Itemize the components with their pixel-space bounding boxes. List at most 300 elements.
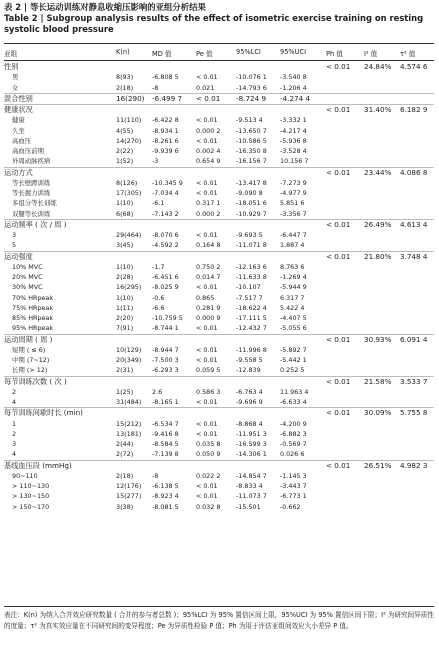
table-body [4, 62, 434, 512]
cell-lci: -9.696 9 [236, 398, 263, 406]
cell-uci: -6.633 4 [280, 398, 307, 406]
cell-pe: < 0.01 [196, 136, 218, 145]
cell-subgroup: 每节训练间歇时长 (min) [4, 408, 83, 418]
table-row [4, 126, 434, 136]
cell-ph: < 0.01 [326, 376, 351, 386]
header-uci: 95%UCI [280, 48, 307, 56]
cell-md: -8.025 9 [152, 283, 179, 292]
cell-pe: < 0.01 [196, 116, 218, 125]
cell-pe: 0.002 4 [196, 147, 221, 155]
header-lci: 95%LCI [236, 48, 261, 56]
cell-pe: 0.654 9 [196, 157, 221, 166]
table-row [4, 313, 434, 323]
header-t2: τ² 值 [400, 50, 416, 58]
cell-md: -8.744 1 [152, 324, 179, 333]
cell-uci: -1.269 4 [280, 273, 307, 281]
cell-i2: 30.09% [364, 408, 392, 418]
cell-k: 1(10) [116, 199, 134, 208]
cell-subgroup: 双腿等长训练 [12, 209, 51, 218]
cell-pe: < 0.01 [196, 178, 218, 187]
cell-t2: 3.748 4 [400, 251, 428, 261]
table-row [4, 282, 434, 292]
cell-subgroup: 5 [12, 241, 17, 250]
category-row [4, 252, 434, 262]
cell-uci: -4.274 4 [280, 93, 311, 103]
cell-k: 16(290) [116, 93, 145, 103]
cell-i2: 21.80% [364, 251, 392, 261]
cell-uci: -4.217 4 [280, 126, 307, 135]
cell-k: 3(45) [116, 241, 134, 250]
cell-subgroup: 90~110 [12, 471, 38, 480]
cell-uci: -5.892 7 [280, 345, 307, 354]
cell-lci: -18.622 4 [236, 303, 267, 312]
cell-uci: -3.540 8 [280, 73, 307, 82]
header-subgroup: 亚组 [4, 50, 18, 58]
cell-i2: 31.40% [364, 105, 392, 114]
cell-pe: < 0.01 [196, 419, 218, 428]
cell-k: 16(295) [116, 283, 142, 292]
cell-uci: -4.977 9 [280, 189, 307, 197]
table-row [4, 481, 434, 491]
cell-pe: 0.865 [196, 293, 215, 302]
cell-lci: -8.724 9 [236, 93, 267, 103]
cell-ph: < 0.01 [326, 408, 351, 418]
cell-k: 6(68) [116, 209, 134, 218]
cell-pe: 0.022 2 [196, 471, 221, 480]
cell-uci: -5.055 6 [280, 324, 307, 333]
cell-subgroup: 4 [12, 450, 17, 459]
cell-lci: -11.633 8 [236, 273, 267, 281]
cell-pe: < 0.01 [196, 73, 218, 82]
cell-pe: 0.317 1 [196, 199, 221, 208]
cell-pe: < 0.01 [196, 492, 218, 501]
cell-pe: < 0.01 [196, 398, 218, 406]
cell-subgroup: 20% MVC [12, 273, 43, 281]
cell-pe: 0.000 2 [196, 126, 221, 135]
cell-t2: 6.091 4 [400, 334, 428, 344]
cell-k: 7(91) [116, 324, 134, 333]
cell-subgroup: 久坐 [12, 126, 25, 135]
cell-pe: 0.050 9 [196, 450, 221, 459]
cell-k: 2(28) [116, 273, 134, 281]
cell-k: 3(38) [116, 502, 134, 511]
cell-subgroup: 混合性别 [4, 93, 33, 103]
cell-k: 31(484) [116, 398, 142, 406]
cell-k: 12(176) [116, 482, 142, 490]
cell-lci: -15.501 [236, 502, 261, 511]
table-row [4, 240, 434, 251]
cell-md: -6.138 5 [152, 482, 179, 490]
header-rule [4, 60, 434, 61]
cell-pe: 0.021 [196, 83, 215, 92]
category-row [4, 94, 434, 105]
cell-subgroup: 健康 [12, 116, 25, 125]
cell-k: 13(181) [116, 429, 142, 438]
cell-subgroup: 3 [12, 440, 17, 448]
cell-k: 20(349) [116, 356, 142, 364]
cell-t2: 3.533 7 [400, 376, 428, 386]
table-row [4, 397, 434, 408]
cell-subgroup: 30% MVC [12, 283, 43, 292]
table-row [4, 502, 434, 512]
cell-k: 2(18) [116, 83, 134, 92]
cell-i2: 24.84% [364, 62, 392, 71]
category-row [4, 408, 434, 418]
cell-k: 2(22) [116, 147, 134, 155]
cell-uci: 5.851 6 [280, 199, 305, 208]
table-row [4, 293, 434, 303]
cell-subgroup: 高血压 [12, 136, 32, 145]
table-row [4, 230, 434, 240]
cell-pe: 0.035 8 [196, 440, 221, 448]
cell-subgroup: 运动方式 [4, 167, 33, 177]
cell-md: -0.6 [152, 293, 165, 302]
cell-lci: -9.513 4 [236, 116, 263, 125]
cell-i2: 26.51% [364, 460, 392, 470]
cell-pe: 0.000 9 [196, 314, 221, 322]
cell-k: 1(25) [116, 387, 134, 396]
cell-uci: -3.356 7 [280, 209, 307, 218]
cell-md: 2.6 [152, 387, 163, 396]
cell-pe: < 0.01 [196, 283, 218, 292]
cell-md: -3 [152, 157, 159, 166]
cell-md: -6.422 8 [152, 116, 179, 125]
table-row [4, 449, 434, 460]
cell-md: -6.451 6 [152, 273, 179, 281]
cell-ph: < 0.01 [326, 62, 351, 71]
category-row [4, 335, 434, 345]
cell-t2: 4.574 6 [400, 62, 428, 71]
table-row [4, 178, 434, 188]
cell-subgroup: > 150~170 [12, 502, 50, 511]
cell-md: -7.139 8 [152, 450, 179, 459]
cell-lci: -18.051 6 [236, 199, 267, 208]
cell-lci: -13.650 7 [236, 126, 267, 135]
cell-lci: -12.163 6 [236, 262, 267, 271]
cell-md: -9.416 8 [152, 429, 179, 438]
cell-lci: -11.996 8 [236, 345, 267, 354]
cell-pe: 0.059 5 [196, 366, 221, 375]
cell-uci: -1.145 3 [280, 471, 307, 480]
cell-subgroup: 每节训练次数 ( 次 ) [4, 376, 67, 386]
cell-pe: < 0.01 [196, 429, 218, 438]
cell-subgroup: 等长壁蹲训练 [12, 178, 51, 187]
cell-k: 15(277) [116, 492, 142, 501]
cell-k: 2(20) [116, 314, 134, 322]
cell-md: -7.034 4 [152, 189, 179, 197]
table-row [4, 262, 434, 272]
cell-md: -1.7 [152, 262, 165, 271]
table-row [4, 136, 434, 146]
cell-md: -6.1 [152, 199, 165, 208]
cell-lci: -9.693 5 [236, 231, 263, 239]
cell-lci: -11.073 7 [236, 492, 267, 501]
cell-lci: -6.763 4 [236, 387, 263, 396]
cell-pe: 0.586 3 [196, 387, 221, 396]
header-md: MD 值 [152, 50, 172, 58]
cell-md: -8.165 1 [152, 398, 179, 406]
cell-k: 2(31) [116, 366, 134, 375]
cell-lci: -10.107 [236, 283, 261, 292]
cell-lci: -8.833 4 [236, 482, 263, 490]
cell-md: -8 [152, 83, 159, 92]
cell-lci: -14.793 6 [236, 83, 267, 92]
cell-k: 4(55) [116, 126, 134, 135]
cell-lci: -16.156 7 [236, 157, 267, 166]
cell-pe: 0.750 2 [196, 262, 221, 271]
cell-md: -6.6 [152, 303, 165, 312]
cell-lci: -12.839 [236, 366, 261, 375]
table-row [4, 419, 434, 429]
header-pe: Pe 值 [196, 50, 213, 58]
cell-k: 2(72) [116, 450, 134, 459]
cell-ph: < 0.01 [326, 167, 351, 177]
cell-md: -9.939 6 [152, 147, 179, 155]
cell-k: 1(11) [116, 303, 134, 312]
cell-t2: 6.182 9 [400, 105, 428, 114]
table-row [4, 156, 434, 167]
cell-subgroup: 多组分等长训练 [12, 199, 57, 208]
table-row [4, 272, 434, 282]
table-row [4, 355, 434, 365]
category-row [4, 168, 434, 178]
cell-t2: 4.086 8 [400, 167, 428, 177]
cell-lci: -11.951 3 [236, 429, 267, 438]
cell-md: -7.143 2 [152, 209, 179, 218]
cell-subgroup: 健康状况 [4, 105, 33, 114]
cell-uci: -5.442 1 [280, 356, 307, 364]
cell-uci: -5.944 9 [280, 283, 307, 292]
cell-ph: < 0.01 [326, 251, 351, 261]
cell-pe: < 0.01 [196, 482, 218, 490]
cell-lci: -16.350 8 [236, 147, 267, 155]
cell-lci: -10.076 1 [236, 73, 267, 82]
category-row [4, 220, 434, 230]
cell-uci: -4.407 5 [280, 314, 307, 322]
table-row [4, 429, 434, 439]
cell-md: -8.923 4 [152, 492, 179, 501]
cell-subgroup: 女 [12, 83, 19, 92]
cell-subgroup: 10% MVC [12, 262, 43, 271]
table-note: 表注：K(n) 为纳入合并效应研究数量 ( 合并的参与者总数 )；95%LCI 为 95% 置信区间上限，95%UCI 为 95% 置信区间下限；I² 为研究间异质性的度量；τ² 为真实效应量在不同研究间的变异程度；Pe 为异质性检验 P 值；Ph 为用于评估亚组间效应大小差异 P 值。 [4, 611, 434, 630]
table-row [4, 83, 434, 94]
cell-t2: 5.755 8 [400, 408, 428, 418]
cell-i2: 21.58% [364, 376, 392, 386]
cell-pe: < 0.01 [196, 345, 218, 354]
cell-k: 15(212) [116, 419, 142, 428]
cell-lci: -7.517 7 [236, 293, 263, 302]
cell-md: -8.261 6 [152, 136, 179, 145]
cell-md: -8.944 7 [152, 345, 179, 354]
cell-k: 1(10) [116, 293, 134, 302]
cell-uci: 11.963 4 [280, 387, 309, 396]
cell-subgroup: 外周动脉疾病 [12, 157, 51, 166]
header-i2: I² 值 [364, 50, 378, 58]
cell-lci: -10.929 7 [236, 209, 267, 218]
cell-uci: 0.026 6 [280, 450, 305, 459]
cell-i2: 30.93% [364, 334, 392, 344]
cell-lci: -11.071 8 [236, 241, 267, 250]
cell-subgroup: 4 [12, 398, 17, 406]
table-row [4, 188, 434, 198]
table-row [4, 146, 434, 156]
cell-subgroup: 2 [12, 387, 17, 396]
cell-subgroup: 性别 [4, 62, 19, 71]
cell-md: -8.584 5 [152, 440, 179, 448]
cell-uci: -6.773 1 [280, 492, 307, 501]
cell-lci: -14.854 7 [236, 471, 267, 480]
category-row [4, 377, 434, 387]
cell-subgroup: 基线血压段 (mmHg) [4, 460, 72, 470]
category-row [4, 105, 434, 115]
cell-md: -4.592 2 [152, 241, 179, 250]
cell-uci: -3.528 4 [280, 147, 307, 155]
cell-md: -6.499 7 [152, 93, 183, 103]
cell-uci: -3.332 1 [280, 116, 307, 125]
category-row [4, 62, 434, 72]
cell-subgroup: 运动周期 ( 周 ) [4, 334, 53, 344]
table-row [4, 198, 434, 208]
cell-k: 14(270) [116, 136, 142, 145]
table-row [4, 72, 434, 82]
cell-uci: 10.156 7 [280, 157, 309, 166]
cell-pe: < 0.01 [196, 231, 218, 239]
cell-pe: 0.281 9 [196, 303, 221, 312]
cell-md: -10.759 5 [152, 314, 183, 322]
cell-k: 11(110) [116, 116, 142, 125]
cell-lci: -17.111 5 [236, 314, 267, 322]
cell-lci: -8.868 4 [236, 419, 263, 428]
cell-md: -8.070 6 [152, 231, 179, 239]
cell-md: -6.534 7 [152, 419, 179, 428]
cell-pe: < 0.01 [196, 356, 218, 364]
cell-subgroup: 70% HRpeak [12, 293, 54, 302]
table-row [4, 439, 434, 449]
cell-lci: -9.090 8 [236, 189, 263, 197]
cell-pe: < 0.01 [196, 189, 218, 197]
table-row [4, 209, 434, 220]
cell-uci: -6.882 3 [280, 429, 307, 438]
cell-md: -8.081 5 [152, 502, 179, 511]
table-row [4, 323, 434, 334]
cell-subgroup: 75% HRpeak [12, 303, 54, 312]
cell-md: -6.293 3 [152, 366, 179, 375]
cell-subgroup: 1 [12, 419, 17, 428]
cell-subgroup: 95% HRpeak [12, 324, 54, 333]
cell-lci: -9.558 5 [236, 356, 263, 364]
cell-subgroup: 85% HRpeak [12, 314, 54, 322]
cell-subgroup: 短期 ( ≤ 6) [12, 345, 46, 354]
cell-subgroup: > 130~150 [12, 492, 50, 501]
table-row [4, 491, 434, 501]
cell-t2: 4.613 4 [400, 219, 428, 229]
cell-k: 29(464) [116, 231, 142, 239]
cell-subgroup: 中期 (7~12) [12, 356, 50, 364]
cell-k: 1(52) [116, 157, 134, 166]
cell-ph: < 0.01 [326, 105, 351, 114]
cell-pe: < 0.01 [196, 93, 221, 103]
cell-pe: < 0.01 [196, 324, 218, 333]
cell-k: 2(18) [116, 471, 134, 480]
cell-lci: -12.432 7 [236, 324, 267, 333]
table-row [4, 115, 434, 125]
table-row [4, 345, 434, 355]
table-caption [4, 2, 434, 34]
caption-english: Table 2 | Subgroup analysis results of the effect of isometric exercise training on resting systolic blood pressure [4, 13, 424, 34]
cell-md: -7.500 3 [152, 356, 179, 364]
cell-subgroup: 2 [12, 429, 17, 438]
cell-uci: 1.887 4 [280, 241, 305, 250]
table-header [4, 44, 434, 60]
cell-uci: -3.443 7 [280, 482, 307, 490]
cell-uci: -6.447 7 [280, 231, 307, 239]
cell-subgroup: 3 [12, 231, 17, 239]
caption-chinese: 表 2 | 等长运动训练对静息收缩压影响的亚组分析结果 [4, 2, 206, 12]
cell-ph: < 0.01 [326, 334, 351, 344]
cell-pe: 0.000 2 [196, 209, 221, 218]
cell-subgroup: 运动频率 ( 次 / 周 ) [4, 219, 67, 229]
cell-k: 10(129) [116, 345, 142, 354]
cell-k: 1(10) [116, 262, 134, 271]
cell-lci: -16.599 3 [236, 440, 267, 448]
cell-subgroup: 男 [12, 73, 19, 82]
cell-i2: 23.44% [364, 167, 392, 177]
cell-uci: 6.317 7 [280, 293, 305, 302]
category-row [4, 461, 434, 471]
cell-k: 17(305) [116, 189, 142, 197]
cell-pe: 0.032 8 [196, 502, 221, 511]
cell-subgroup: 等长握力训练 [12, 189, 51, 197]
cell-uci: 0.252 5 [280, 366, 305, 375]
cell-ph: < 0.01 [326, 219, 351, 229]
cell-t2: 4.982 3 [400, 460, 428, 470]
cell-uci: -0.569 7 [280, 440, 307, 448]
cell-lci: -10.586 5 [236, 136, 267, 145]
cell-subgroup: > 110~130 [12, 482, 50, 490]
cell-uci: -7.273 9 [280, 178, 307, 187]
cell-md: -8 [152, 471, 159, 480]
cell-uci: -1.206 4 [280, 83, 307, 92]
header-ph: Ph 值 [326, 50, 343, 58]
cell-pe: 0.014 7 [196, 273, 221, 281]
table-row [4, 387, 434, 397]
table-row [4, 471, 434, 481]
cell-md: -8.934 1 [152, 126, 179, 135]
table-row [4, 303, 434, 313]
bottom-rule [4, 606, 434, 607]
cell-k: 8(126) [116, 178, 138, 187]
cell-subgroup: 运动强度 [4, 251, 33, 261]
cell-k: 2(44) [116, 440, 134, 448]
cell-uci: -0.662 [280, 502, 301, 511]
cell-i2: 26.49% [364, 219, 392, 229]
header-k: K(n) [116, 48, 130, 56]
cell-subgroup: 高血压前期 [12, 147, 44, 155]
cell-uci: 5.422 4 [280, 303, 305, 312]
cell-k: 8(93) [116, 73, 134, 82]
cell-uci: -5.936 8 [280, 136, 307, 145]
cell-subgroup: 长期 (> 12) [12, 366, 48, 375]
table-row [4, 365, 434, 376]
cell-lci: -14.306 1 [236, 450, 267, 459]
cell-ph: < 0.01 [326, 460, 351, 470]
cell-uci: 8.763 6 [280, 262, 305, 271]
cell-md: -6.808 5 [152, 73, 179, 82]
cell-pe: 0.164 8 [196, 241, 221, 250]
cell-uci: -4.200 9 [280, 419, 307, 428]
cell-lci: -13.417 8 [236, 178, 267, 187]
cell-md: -10.345 9 [152, 178, 183, 187]
